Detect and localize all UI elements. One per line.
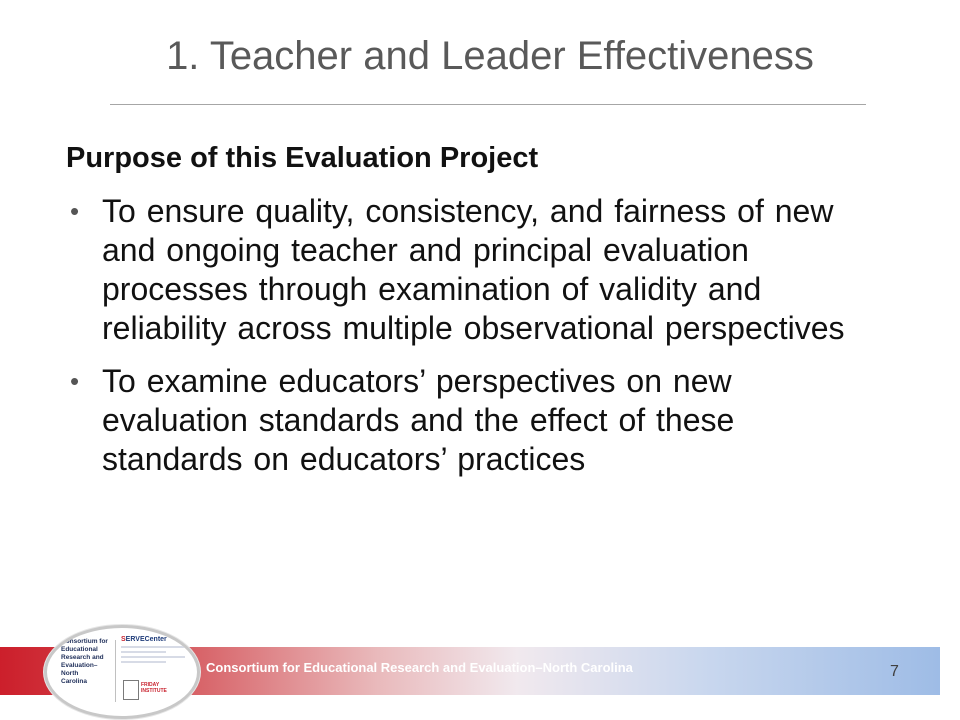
logo-fine-print <box>121 661 166 663</box>
logo-line: Consortium for <box>61 638 108 645</box>
bullet-text: To examine educators’ perspectives on new evaluation standards and the effect of these standards on educators’ practices <box>102 363 735 477</box>
bullet-item <box>66 362 876 479</box>
logo-fine-print <box>121 651 166 653</box>
partner-logos <box>121 636 185 708</box>
logo-line: Research and <box>61 654 104 661</box>
page-number: 7 <box>890 663 899 680</box>
university-seal-icon <box>123 680 139 700</box>
bullet-list <box>66 192 876 479</box>
bullet-icon: • <box>70 196 80 226</box>
footer-text: Consortium for Educational Research and Evaluation–North Carolina <box>206 660 633 675</box>
bullet-item <box>66 192 876 348</box>
logo-line: North <box>61 670 79 677</box>
bullet-icon: • <box>70 366 80 396</box>
logo-line: Evaluation– <box>61 662 98 669</box>
title-divider <box>110 104 866 105</box>
serve-center-logo: SERVECenter <box>121 636 167 643</box>
friday-institute-logo: FRIDAY INSTITUTE <box>141 682 167 694</box>
logo-line: Carolina <box>61 678 88 685</box>
slide-content <box>66 138 876 493</box>
logo-divider <box>115 640 116 702</box>
logo-fine-print <box>121 646 185 648</box>
consortium-logo <box>44 625 200 719</box>
section-heading: Purpose of this Evaluation Project <box>66 142 539 174</box>
slide-title: 1. Teacher and Leader Effectiveness <box>166 34 814 78</box>
bullet-text: To ensure quality, consistency, and fairness of new and ongoing teacher and principal evaluation processes through examination of validity and reliability across multiple observational perspectives <box>102 193 845 346</box>
logo-text-block <box>61 638 111 686</box>
logo-line: Educational <box>61 646 98 653</box>
logo-fine-print <box>121 656 185 658</box>
